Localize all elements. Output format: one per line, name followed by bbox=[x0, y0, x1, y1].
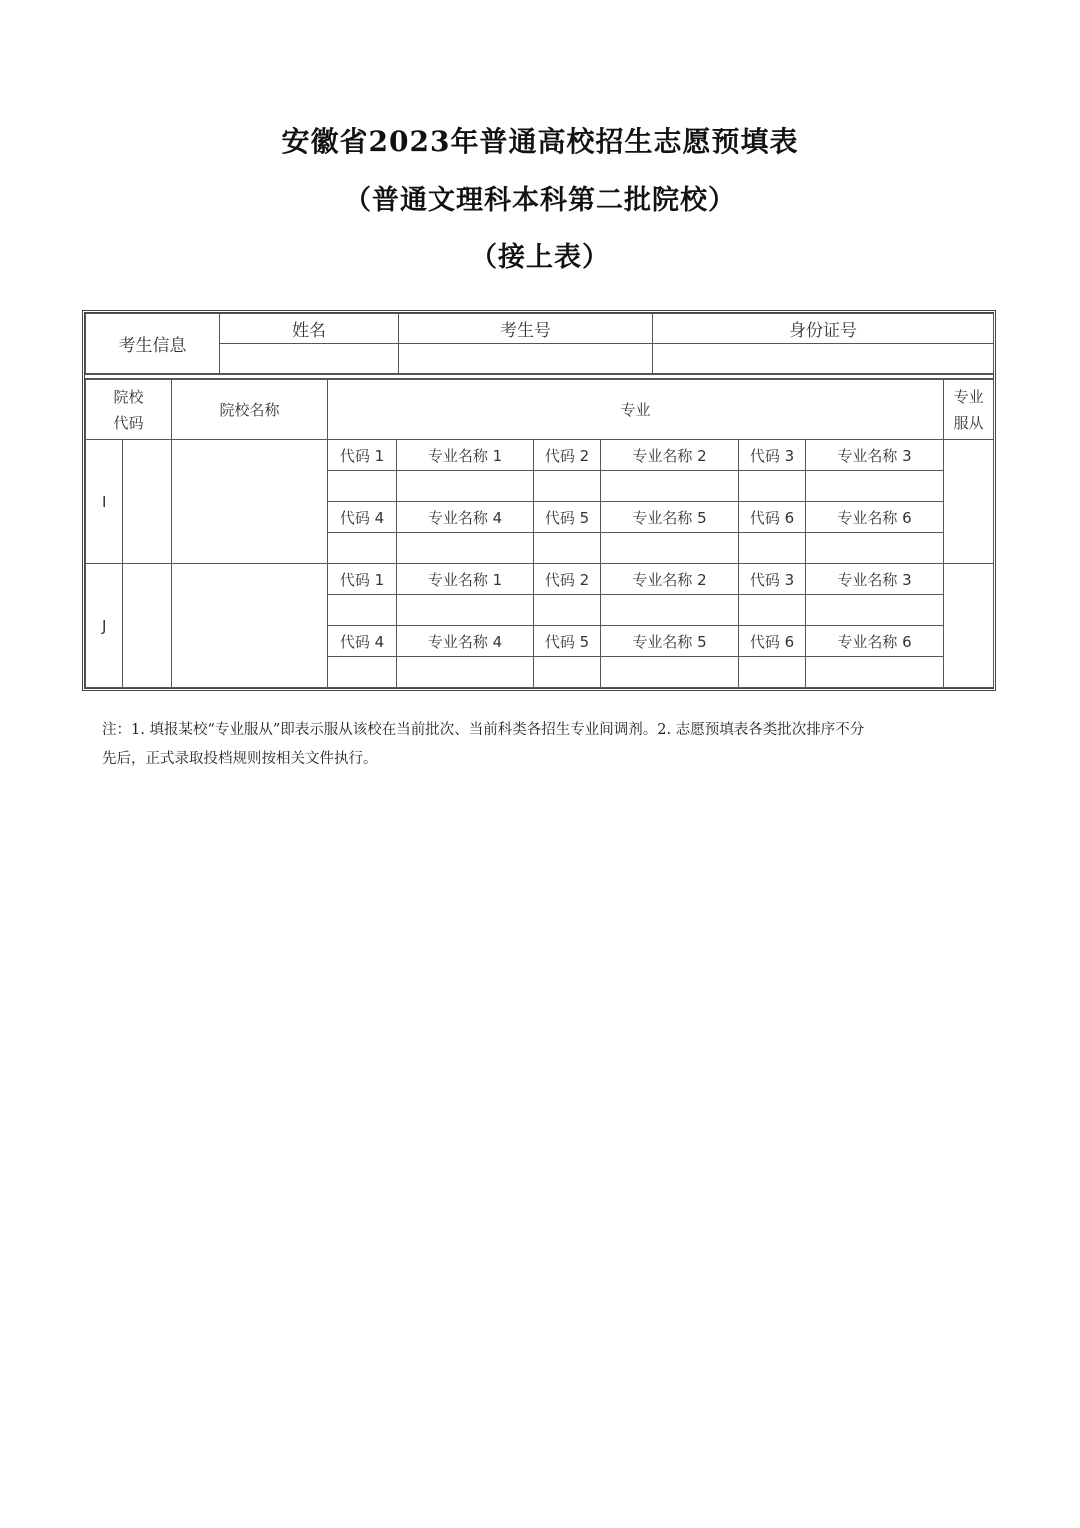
student-info-label: 考生信息 bbox=[86, 314, 220, 374]
footnote-line: 先后，正式录取投档规则按相关文件执行。 bbox=[102, 751, 378, 767]
school-code-header: 院校代码 bbox=[86, 380, 172, 440]
major-name-field[interactable] bbox=[397, 471, 534, 502]
table-row bbox=[86, 440, 994, 471]
major-name-field[interactable] bbox=[397, 657, 534, 688]
major-obey-field[interactable] bbox=[944, 440, 994, 564]
group-letter: I bbox=[86, 440, 123, 564]
page-subtitle: （普通文理科本科第二批院校） bbox=[344, 185, 736, 216]
major-code-label: 代码 4 bbox=[328, 502, 397, 533]
exam-number-field[interactable] bbox=[399, 344, 653, 374]
major-obey-field[interactable] bbox=[944, 564, 994, 688]
major-name-field[interactable] bbox=[806, 595, 944, 626]
major-code-label: 代码 6 bbox=[739, 626, 806, 657]
major-code-label: 代码 2 bbox=[534, 440, 601, 471]
major-name-label: 专业名称 2 bbox=[601, 440, 739, 471]
group-letter: J bbox=[86, 564, 123, 688]
major-name-label: 专业名称 6 bbox=[806, 626, 944, 657]
major-code-field[interactable] bbox=[328, 595, 397, 626]
major-name-label: 专业名称 5 bbox=[601, 502, 739, 533]
major-name-field[interactable] bbox=[397, 595, 534, 626]
major-code-label: 代码 3 bbox=[739, 440, 806, 471]
major-name-field[interactable] bbox=[601, 533, 739, 564]
school-choice-table bbox=[85, 379, 994, 688]
footnote-line: 注：1. 填报某校“专业服从”即表示服从该校在当前批次、当前科类各招生专业间调剂。2. 志愿预填表各类批次排序不分 bbox=[102, 722, 865, 738]
major-code-field[interactable] bbox=[534, 657, 601, 688]
major-name-field[interactable] bbox=[601, 471, 739, 502]
school-name-field[interactable] bbox=[172, 440, 328, 564]
major-name-field[interactable] bbox=[397, 533, 534, 564]
table-row bbox=[86, 564, 994, 595]
major-code-label: 代码 5 bbox=[534, 502, 601, 533]
major-code-label: 代码 1 bbox=[328, 564, 397, 595]
major-name-field[interactable] bbox=[601, 595, 739, 626]
major-name-label: 专业名称 3 bbox=[806, 564, 944, 595]
major-code-field[interactable] bbox=[328, 657, 397, 688]
major-name-label: 专业名称 1 bbox=[397, 440, 534, 471]
id-card-header: 身份证号 bbox=[653, 314, 994, 344]
major-code-label: 代码 1 bbox=[328, 440, 397, 471]
major-code-field[interactable] bbox=[739, 595, 806, 626]
continuation-label: （接上表） bbox=[470, 242, 610, 273]
exam-number-header: 考生号 bbox=[399, 314, 653, 344]
name-field[interactable] bbox=[220, 344, 399, 374]
major-code-field[interactable] bbox=[328, 533, 397, 564]
major-name-label: 专业名称 6 bbox=[806, 502, 944, 533]
major-name-field[interactable] bbox=[806, 657, 944, 688]
footnote bbox=[102, 716, 982, 774]
school-name-header: 院校名称 bbox=[172, 380, 328, 440]
school-code-field[interactable] bbox=[123, 440, 172, 564]
school-code-field[interactable] bbox=[123, 564, 172, 688]
major-code-label: 代码 2 bbox=[534, 564, 601, 595]
major-name-label: 专业名称 3 bbox=[806, 440, 944, 471]
major-name-field[interactable] bbox=[601, 657, 739, 688]
major-name-label: 专业名称 1 bbox=[397, 564, 534, 595]
major-code-field[interactable] bbox=[739, 657, 806, 688]
major-name-field[interactable] bbox=[806, 533, 944, 564]
major-code-field[interactable] bbox=[328, 471, 397, 502]
major-code-label: 代码 5 bbox=[534, 626, 601, 657]
id-card-field[interactable] bbox=[653, 344, 994, 374]
major-code-label: 代码 6 bbox=[739, 502, 806, 533]
major-name-label: 专业名称 4 bbox=[397, 502, 534, 533]
major-code-label: 代码 4 bbox=[328, 626, 397, 657]
school-name-field[interactable] bbox=[172, 564, 328, 688]
major-code-field[interactable] bbox=[534, 471, 601, 502]
major-code-field[interactable] bbox=[534, 595, 601, 626]
major-name-label: 专业名称 2 bbox=[601, 564, 739, 595]
name-header: 姓名 bbox=[220, 314, 399, 344]
major-code-field[interactable] bbox=[739, 471, 806, 502]
major-name-label: 专业名称 4 bbox=[397, 626, 534, 657]
major-header: 专业 bbox=[328, 380, 944, 440]
application-form bbox=[82, 310, 996, 691]
major-code-field[interactable] bbox=[739, 533, 806, 564]
student-info-table bbox=[85, 313, 994, 374]
major-code-field[interactable] bbox=[534, 533, 601, 564]
major-name-field[interactable] bbox=[806, 471, 944, 502]
major-obey-header: 专业服从 bbox=[944, 380, 994, 440]
table-header-row bbox=[86, 380, 994, 440]
major-code-label: 代码 3 bbox=[739, 564, 806, 595]
page-title: 安徽省2023年普通高校招生志愿预填表 bbox=[281, 125, 799, 158]
major-name-label: 专业名称 5 bbox=[601, 626, 739, 657]
